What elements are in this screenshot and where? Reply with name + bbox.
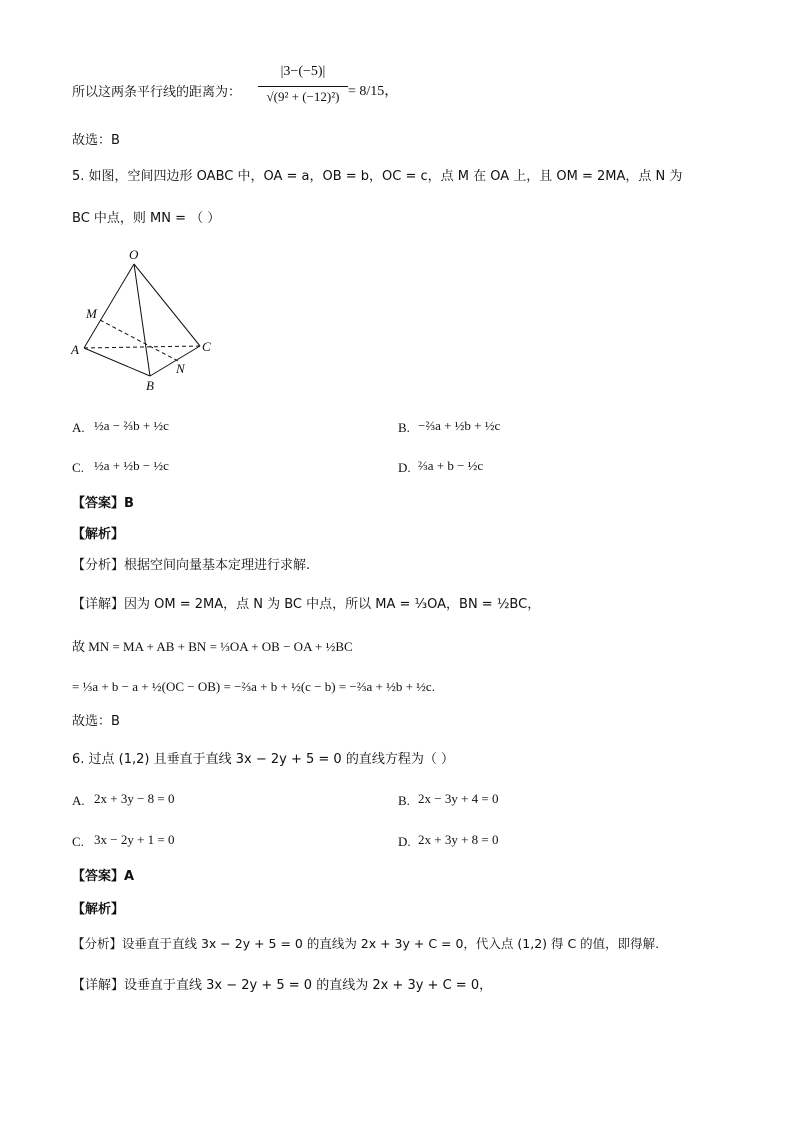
option-letter: A. (72, 793, 85, 808)
q5-answer: 【答案】B (72, 496, 134, 511)
edge-AB (84, 348, 150, 376)
label-O: O (129, 247, 139, 262)
option-letter: C. (72, 834, 84, 849)
option-letter: B. (398, 793, 410, 808)
q6-stem: 6. 过点 (1,2) 且垂直于直线 3x − 2y + 5 = 0 的直线方程为（ ） (72, 752, 454, 767)
tetrahedron-figure (66, 244, 226, 394)
label-A: A (71, 342, 79, 357)
q5-analysis-head: 【解析】 (72, 527, 125, 542)
option-text: 2x + 3y − 8 = 0 (94, 791, 175, 806)
q5-choose: 故选：B (72, 714, 120, 729)
distance-result: = 8/15， (348, 84, 399, 99)
answer-choose-b-top: 故选：B (72, 133, 120, 148)
segment-MN-dashed (100, 320, 178, 361)
q5-fenxi: 【分析】根据空间向量基本定理进行求解. (72, 558, 311, 573)
label-N: N (176, 361, 185, 376)
q6-fenxi: 【分析】设垂直于直线 3x − 2y + 5 = 0 的直线为 2x + 3y + C = 0，代入点 (1,2) 得 C 的值，即得解. (72, 936, 660, 951)
option-text: 3x − 2y + 1 = 0 (94, 832, 175, 847)
q6-analysis-head: 【解析】 (72, 902, 125, 917)
option-letter: B. (398, 420, 410, 435)
q5-xiangjie-line2: 故 MN = MA + AB + BN = ⅓OA + OB − OA + ½BC (72, 639, 353, 654)
q5-xiangjie-line1: 【详解】因为 OM = 2MA，点 N 为 BC 中点，所以 MA = ⅓OA，BN = ½BC， (72, 597, 541, 612)
distance-prefix: 所以这两条平行线的距离为： (72, 85, 242, 100)
option-letter: C. (72, 460, 84, 475)
option-text: ½a + ½b − ½c (94, 458, 169, 473)
option-letter: D. (398, 834, 411, 849)
option-letter: D. (398, 460, 411, 475)
q5-xiangjie-line3: = ⅓a + b − a + ½(OC − OB) = −⅔a + b + ½(c − b) = −⅔a + ½b + ½c. (72, 679, 435, 694)
q5-stem-line1: 5. 如图，空间四边形 OABC 中，OA = a，OB = b，OC = c，点 M 在 OA 上，且 OM = 2MA，点 N 为 (72, 169, 683, 184)
distance-fraction (258, 64, 348, 105)
option-text: ½a − ⅔b + ½c (94, 418, 169, 433)
q5-stem-line2: BC 中点，则 MN = （ ） (72, 211, 221, 226)
option-text: −⅔a + ½b + ½c (418, 418, 501, 433)
q6-xiangjie: 【详解】设垂直于直线 3x − 2y + 5 = 0 的直线为 2x + 3y + C = 0， (72, 978, 493, 993)
label-C: C (202, 339, 211, 354)
fraction-denominator: √(9² + (−12)²) (266, 89, 340, 104)
q6-answer: 【答案】A (72, 869, 135, 884)
label-B: B (146, 378, 154, 393)
option-text: 2x + 3y + 8 = 0 (418, 832, 499, 847)
fraction-numerator: |3−(−5)| (280, 64, 326, 79)
label-M: M (86, 306, 97, 321)
option-text: ⅔a + b − ½c (418, 458, 484, 473)
option-text: 2x − 3y + 4 = 0 (418, 791, 499, 806)
option-letter: A. (72, 420, 85, 435)
edge-AC-dashed (84, 346, 200, 348)
